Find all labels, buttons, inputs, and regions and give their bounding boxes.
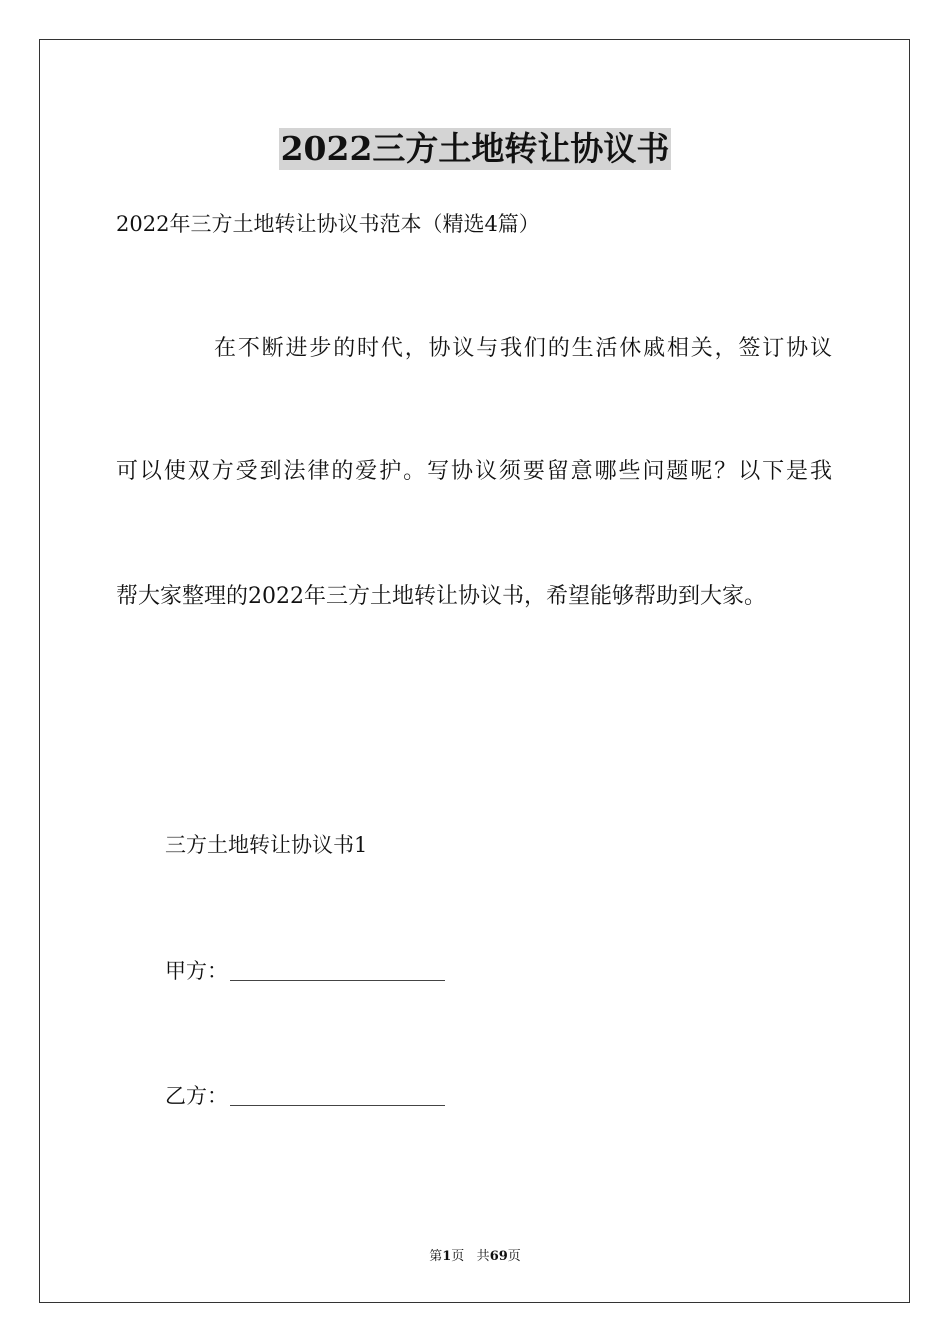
party-b-label: 乙方： <box>165 1084 228 1108</box>
total-prefix: 共 <box>476 1249 490 1264</box>
total-pages: 69 <box>489 1249 508 1264</box>
document-title: 2022三方土地转让协议书 <box>280 129 670 168</box>
page-suffix: 页 <box>451 1249 465 1264</box>
party-b-row <box>165 1080 445 1112</box>
party-a-row <box>165 955 445 987</box>
intro-line-2: 可以使双方受到法律的爱护。写协议须要留意哪些问题呢？以下是我 <box>116 459 832 484</box>
party-a-blank-field[interactable] <box>230 960 445 981</box>
page-number: 1 <box>442 1249 452 1264</box>
page-prefix: 第 <box>429 1249 443 1264</box>
section-title: 三方土地转让协议书1 <box>165 833 368 857</box>
document-subtitle: 2022年三方土地转让协议书范本（精选4篇） <box>116 212 540 236</box>
title-wrap <box>0 128 950 170</box>
party-b-blank-field[interactable] <box>230 1085 445 1106</box>
intro-line-1: 在不断进步的时代，协议与我们的生活休戚相关，签订协议 <box>214 336 832 361</box>
total-suffix: 页 <box>507 1249 521 1264</box>
intro-line-3: 帮大家整理的2022年三方土地转让协议书，希望能够帮助到大家。 <box>116 584 766 609</box>
page-footer <box>0 1247 950 1267</box>
party-a-label: 甲方： <box>165 959 228 983</box>
